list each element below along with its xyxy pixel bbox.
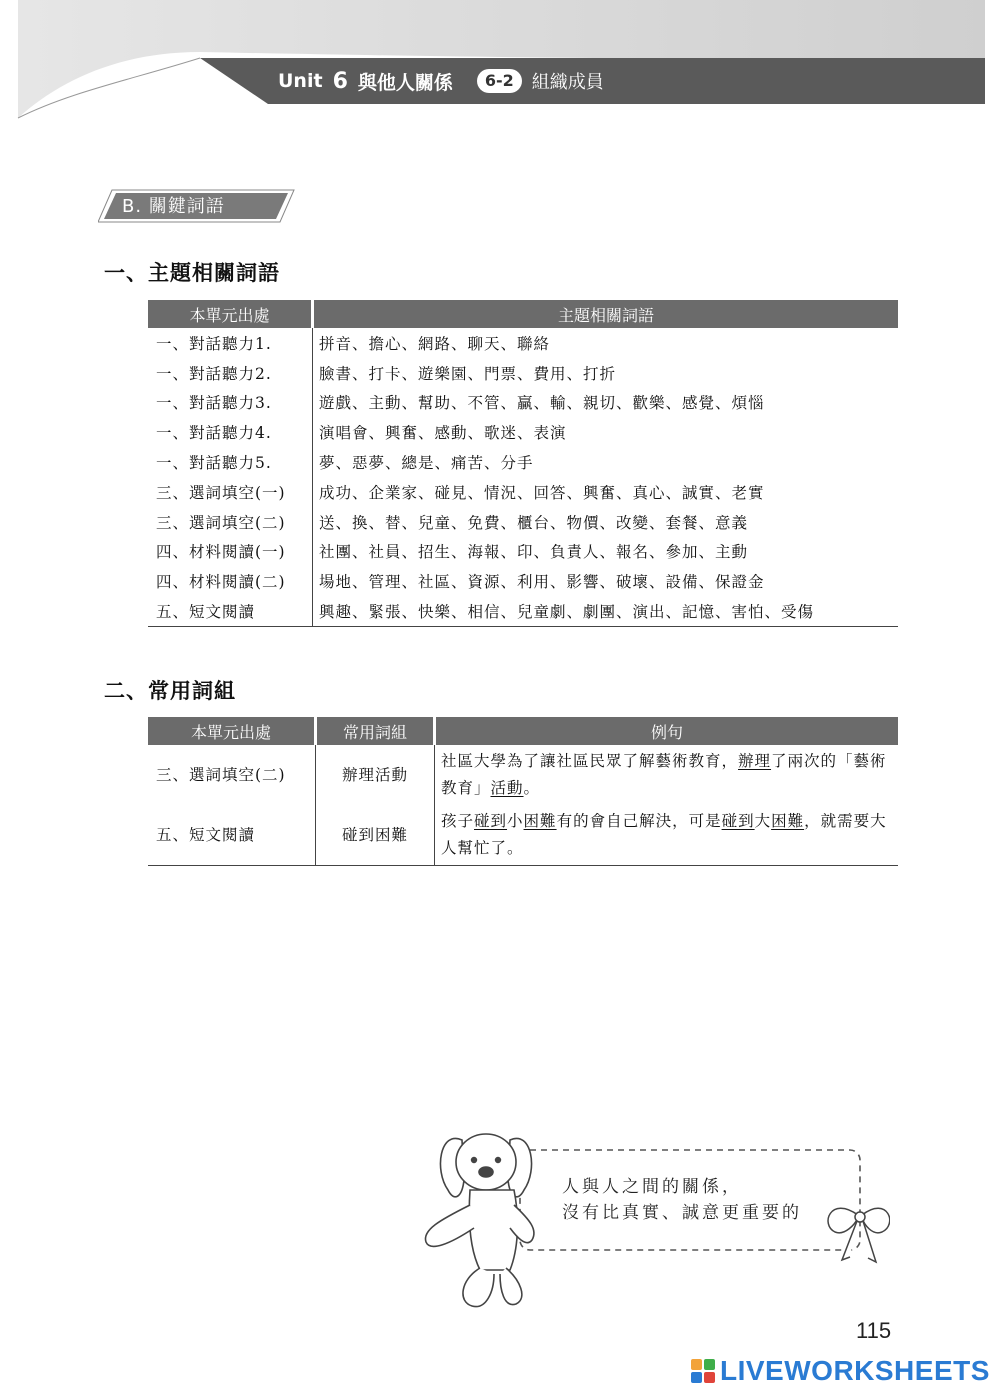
table-row [148, 566, 898, 596]
source-cell: 四、材料閱讀(二) [148, 566, 313, 596]
source-cell: 三、選詞填空(二) [148, 745, 316, 805]
lesson-title: 組織成員 [531, 72, 604, 93]
page-number: 115 [856, 1318, 892, 1343]
table-row [148, 805, 898, 866]
source-cell: 五、短文閱讀 [148, 596, 313, 626]
header-title [278, 66, 604, 96]
part1-heading: 一、主題相關詞語 [104, 261, 280, 285]
table-row [148, 477, 898, 507]
underlined-phrase: 活動 [490, 779, 524, 797]
bow-icon [828, 1208, 890, 1262]
bunny-icon [425, 1134, 534, 1307]
source-cell: 一、對話聽力4. [148, 417, 313, 447]
table-header-row [148, 300, 898, 328]
table-row [148, 447, 898, 477]
words-cell: 興趣、緊張、快樂、相信、兒童劇、劇團、演出、記憶、害怕、受傷 [313, 596, 899, 626]
sentence-segment: 孩子 [441, 812, 475, 830]
header-banner [0, 0, 1000, 130]
sentence-segment: 。 [523, 779, 541, 797]
topic-words-table [148, 300, 898, 627]
words-cell: 社團、社員、招生、海報、印、負責人、報名、參加、主動 [319, 543, 749, 562]
unit-title: 與他人關係 [357, 71, 453, 94]
underlined-phrase: 困難 [771, 812, 805, 830]
sentence-segment: 社區大學為了讓社區民眾了解藝術教育， [441, 752, 739, 770]
sentence-segment: 有的會自己解決，可是 [556, 812, 722, 830]
sentence-segment: 大 [754, 812, 772, 830]
table-row [148, 745, 898, 805]
words-cell: 遊戲、主動、幫助、不管、贏、輸、親切、歡樂、感覺、煩惱 [319, 394, 765, 413]
liveworksheets-icon [690, 1358, 716, 1384]
phrase-cell: 辦理活動 [316, 745, 435, 805]
column-header: 例句 [435, 717, 899, 745]
words-cell: 成功、企業家、碰見、情況、回答、興奮、真心、誠實、老實 [319, 483, 765, 502]
underlined-phrase: 碰到 [721, 812, 755, 830]
part2-heading: 二、常用詞組 [104, 679, 236, 703]
source-cell: 五、短文閱讀 [148, 805, 316, 866]
example-sentence-cell [435, 805, 899, 866]
column-header: 本單元出處 [148, 717, 316, 745]
underlined-phrase: 困難 [523, 812, 557, 830]
source-cell: 三、選詞填空(一) [148, 477, 313, 507]
unit-number: 6 [332, 68, 348, 94]
sentence-segment: 了兩次的「藝術教育」 [441, 752, 887, 797]
column-header: 主題相關詞語 [313, 300, 899, 328]
source-cell: 一、對話聽力1. [148, 328, 313, 358]
phrase-cell: 碰到困難 [316, 805, 435, 866]
column-header: 本單元出處 [148, 300, 313, 328]
note-text-line-1: 人與人之間的關係， [562, 1177, 742, 1197]
table-row [148, 537, 898, 567]
words-cell: 場地、管理、社區、資源、利用、影響、破壞、設備、保證金 [319, 573, 765, 592]
words-cell: 送、換、替、兒童、免費、櫃台、物價、改變、套餐、意義 [319, 513, 749, 532]
table-row [148, 596, 898, 626]
words-cell: 夢、惡夢、總是、痛苦、分手 [319, 454, 534, 473]
lesson-badge: 6-2 [477, 69, 522, 93]
source-cell: 一、對話聽力2. [148, 358, 313, 388]
table-row [148, 507, 898, 537]
liveworksheets-logo[interactable] [690, 1354, 990, 1388]
table-row [148, 388, 898, 418]
section-tag-label: B. 關鍵詞語 [122, 196, 225, 217]
liveworksheets-wordmark: LIVEWORKSHEETS [720, 1355, 990, 1386]
source-cell: 四、材料閱讀(一) [148, 537, 313, 567]
words-cell: 臉書、打卡、遊樂園、門票、費用、打折 [319, 364, 617, 383]
source-cell: 三、選詞填空(二) [148, 507, 313, 537]
source-cell: 一、對話聽力3. [148, 388, 313, 418]
table-header-row [148, 717, 898, 745]
sentence-segment: ，就需要大人幫忙了。 [441, 812, 887, 857]
note-text-line-2: 沒有比真實、誠意更重要的 [562, 1203, 802, 1223]
sentence-segment: 小 [507, 812, 524, 830]
column-header: 常用詞組 [316, 717, 435, 745]
words-cell: 演唱會、興奮、感動、歌迷、表演 [319, 424, 567, 443]
words-cell: 拼音、擔心、網路、聊天、聯絡 [319, 334, 551, 353]
phrases-table [148, 717, 898, 866]
underlined-phrase: 碰到 [474, 812, 508, 830]
source-cell: 一、對話聽力5. [148, 447, 313, 477]
example-sentence-cell [435, 745, 899, 805]
table-row [148, 358, 898, 388]
underlined-phrase: 辦理 [738, 752, 772, 770]
unit-label: Unit [278, 70, 323, 92]
table-row [148, 417, 898, 447]
table-row [148, 328, 898, 358]
